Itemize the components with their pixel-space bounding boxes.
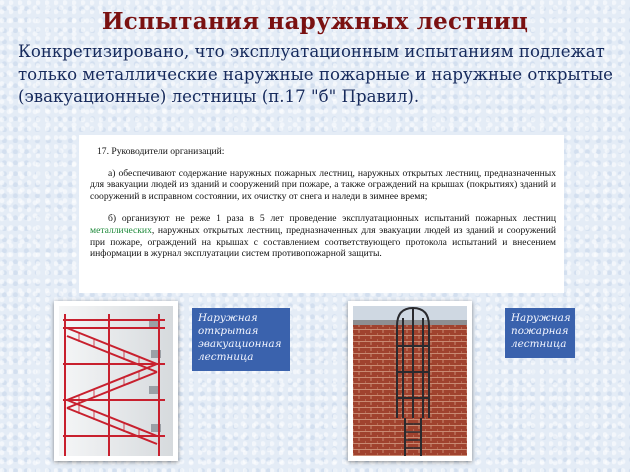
paragraph-b-end: , наружных открытых лестниц, предназначенных для эвакуации людей из зданий и сооружений при пожаре, ограждений на крышах с составлением соответствующего протокола испытаний и внесением информации в журнал эксплуатации систем противопожарной защиты. [90, 224, 556, 260]
document-paragraph-b [90, 213, 556, 259]
intro-text: Конкретизировано, что эксплуатационным испытаниям подлежат только металлические наружные пожарные и наружные открытые (эвакуационные) лестницы (п.17 "б" Правил). [18, 42, 613, 106]
caption-evacuation-stair: Наружная открытая эвакуационная лестница [192, 308, 290, 371]
caption-fire-ladder: Наружная пожарная лестница [505, 308, 575, 358]
document-paragraph-a: а) обеспечивают содержание наружных пожарных лестниц, наружных открытых лестниц, предназначенных для эвакуации людей из зданий и сооружений при пожаре, а также ограждений на крышах (покрытиях) зданий и сооружений в исправном состоянии, их очистку от снега и наледи в зимнее время; [90, 167, 556, 202]
red-stair-icon [59, 306, 173, 456]
fire-ladder-photo [348, 301, 472, 461]
document-excerpt [79, 135, 564, 293]
paragraph-b-start: б) организуют не реже 1 раза в 5 лет проведение эксплуатационных испытаний пожарных лестниц [108, 213, 556, 225]
slide-title: Испытания наружных лестниц [101, 8, 529, 35]
paragraph-b-highlight: металлических [90, 224, 152, 236]
evacuation-stair-photo [54, 301, 178, 461]
document-heading: 17. Руководители организаций: [97, 146, 225, 157]
fire-ladder-icon [353, 306, 467, 456]
